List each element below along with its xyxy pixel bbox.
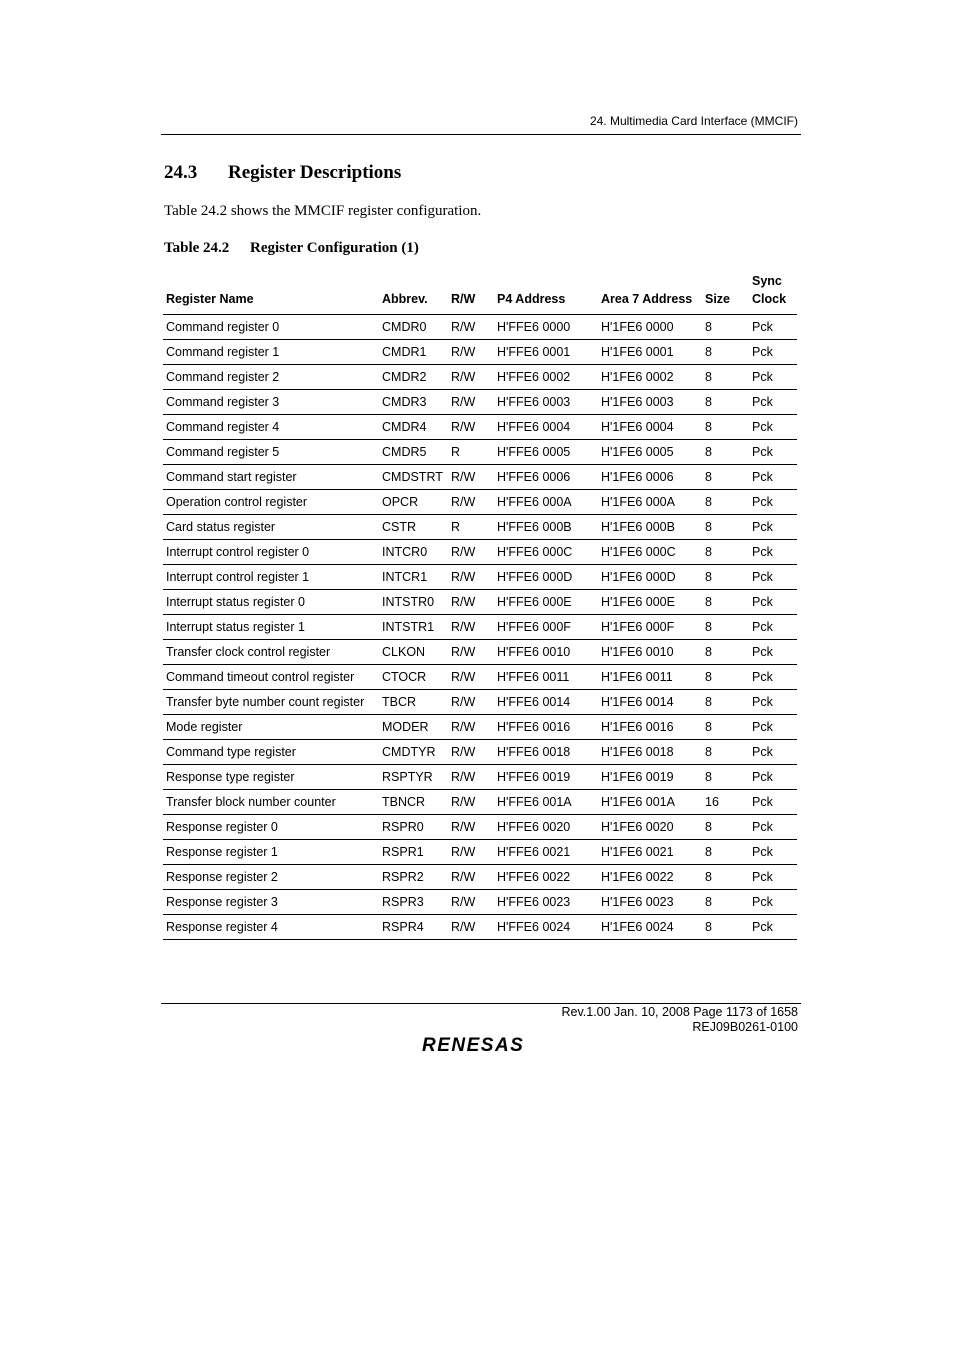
register-name-cell: Mode register (163, 715, 379, 740)
rw-cell: R/W (448, 790, 494, 815)
header-abbrev: Abbrev. (379, 272, 448, 315)
sync-clock-cell: Pck (749, 815, 797, 840)
register-name-cell: Command start register (163, 465, 379, 490)
size-cell: 8 (702, 340, 749, 365)
table-row (163, 690, 797, 715)
table-header-row (163, 272, 797, 315)
running-head: 24. Multimedia Card Interface (MMCIF) (589, 114, 798, 128)
area7-address-cell: H'1FE6 0019 (598, 765, 702, 790)
rw-cell: R/W (448, 390, 494, 415)
p4-address-cell: H'FFE6 0019 (494, 765, 598, 790)
size-cell: 8 (702, 865, 749, 890)
rw-cell: R/W (448, 615, 494, 640)
p4-address-cell: H'FFE6 0024 (494, 915, 598, 940)
size-cell: 8 (702, 915, 749, 940)
area7-address-cell: H'1FE6 0023 (598, 890, 702, 915)
table-row (163, 915, 797, 940)
register-name-cell: Interrupt status register 1 (163, 615, 379, 640)
abbrev-cell: CMDR2 (379, 365, 448, 390)
abbrev-cell: INTSTR1 (379, 615, 448, 640)
sync-clock-cell: Pck (749, 340, 797, 365)
table-row (163, 565, 797, 590)
p4-address-cell: H'FFE6 0004 (494, 415, 598, 440)
table-row (163, 365, 797, 390)
table-row (163, 415, 797, 440)
area7-address-cell: H'1FE6 0010 (598, 640, 702, 665)
register-name-cell: Response type register (163, 765, 379, 790)
table-body (163, 315, 797, 940)
rw-cell: R/W (448, 465, 494, 490)
p4-address-cell: H'FFE6 0023 (494, 890, 598, 915)
abbrev-cell: TBCR (379, 690, 448, 715)
rw-cell: R/W (448, 540, 494, 565)
rw-cell: R (448, 440, 494, 465)
abbrev-cell: INTSTR0 (379, 590, 448, 615)
sync-clock-cell: Pck (749, 890, 797, 915)
header-rule (161, 134, 801, 135)
p4-address-cell: H'FFE6 000B (494, 515, 598, 540)
rw-cell: R/W (448, 565, 494, 590)
rw-cell: R/W (448, 665, 494, 690)
register-name-cell: Transfer byte number count register (163, 690, 379, 715)
area7-address-cell: H'1FE6 0004 (598, 415, 702, 440)
p4-address-cell: H'FFE6 0020 (494, 815, 598, 840)
p4-address-cell: H'FFE6 0016 (494, 715, 598, 740)
register-name-cell: Card status register (163, 515, 379, 540)
rw-cell: R/W (448, 815, 494, 840)
sync-clock-cell: Pck (749, 465, 797, 490)
header-register-name: Register Name (163, 272, 379, 315)
size-cell: 8 (702, 365, 749, 390)
area7-address-cell: H'1FE6 001A (598, 790, 702, 815)
sync-clock-cell: Pck (749, 690, 797, 715)
area7-address-cell: H'1FE6 000B (598, 515, 702, 540)
register-name-cell: Command type register (163, 740, 379, 765)
size-cell: 8 (702, 390, 749, 415)
document-number: REJ09B0261-0100 (692, 1020, 798, 1034)
sync-clock-cell: Pck (749, 365, 797, 390)
rw-cell: R/W (448, 915, 494, 940)
table-row (163, 765, 797, 790)
table-row (163, 515, 797, 540)
table-row (163, 490, 797, 515)
area7-address-cell: H'1FE6 0018 (598, 740, 702, 765)
sync-clock-cell: Pck (749, 315, 797, 340)
p4-address-cell: H'FFE6 0010 (494, 640, 598, 665)
sync-clock-cell: Pck (749, 765, 797, 790)
p4-address-cell: H'FFE6 0001 (494, 340, 598, 365)
rw-cell: R/W (448, 315, 494, 340)
section-title: Register Descriptions (228, 162, 402, 183)
register-table (163, 272, 797, 940)
abbrev-cell: TBNCR (379, 790, 448, 815)
revision-line: Rev.1.00 Jan. 10, 2008 Page 1173 of 1658 (561, 1005, 798, 1019)
abbrev-cell: CMDR3 (379, 390, 448, 415)
sync-clock-cell: Pck (749, 415, 797, 440)
area7-address-cell: H'1FE6 0014 (598, 690, 702, 715)
sync-clock-cell: Pck (749, 490, 797, 515)
size-cell: 8 (702, 440, 749, 465)
rw-cell: R/W (448, 490, 494, 515)
area7-address-cell: H'1FE6 0006 (598, 465, 702, 490)
rw-cell: R/W (448, 340, 494, 365)
size-cell: 8 (702, 640, 749, 665)
p4-address-cell: H'FFE6 000C (494, 540, 598, 565)
header-p4-address: P4 Address (494, 272, 598, 315)
table-row (163, 590, 797, 615)
abbrev-cell: OPCR (379, 490, 448, 515)
register-name-cell: Transfer block number counter (163, 790, 379, 815)
rw-cell: R/W (448, 740, 494, 765)
sync-clock-cell: Pck (749, 790, 797, 815)
rw-cell: R/W (448, 640, 494, 665)
register-name-cell: Response register 3 (163, 890, 379, 915)
sync-clock-cell: Pck (749, 665, 797, 690)
table-row (163, 840, 797, 865)
p4-address-cell: H'FFE6 0006 (494, 465, 598, 490)
size-cell: 8 (702, 815, 749, 840)
size-cell: 8 (702, 515, 749, 540)
table-caption (164, 240, 419, 257)
abbrev-cell: CMDR1 (379, 340, 448, 365)
area7-address-cell: H'1FE6 0024 (598, 915, 702, 940)
rw-cell: R/W (448, 890, 494, 915)
area7-address-cell: H'1FE6 000C (598, 540, 702, 565)
p4-address-cell: H'FFE6 0000 (494, 315, 598, 340)
register-name-cell: Response register 1 (163, 840, 379, 865)
area7-address-cell: H'1FE6 0011 (598, 665, 702, 690)
sync-clock-cell: Pck (749, 615, 797, 640)
abbrev-cell: CMDTYR (379, 740, 448, 765)
rw-cell: R/W (448, 415, 494, 440)
register-name-cell: Interrupt control register 0 (163, 540, 379, 565)
area7-address-cell: H'1FE6 0001 (598, 340, 702, 365)
area7-address-cell: H'1FE6 0002 (598, 365, 702, 390)
area7-address-cell: H'1FE6 000F (598, 615, 702, 640)
register-name-cell: Transfer clock control register (163, 640, 379, 665)
size-cell: 8 (702, 415, 749, 440)
abbrev-cell: RSPR4 (379, 915, 448, 940)
abbrev-cell: CMDR0 (379, 315, 448, 340)
register-name-cell: Interrupt status register 0 (163, 590, 379, 615)
table-row (163, 715, 797, 740)
size-cell: 8 (702, 465, 749, 490)
size-cell: 8 (702, 840, 749, 865)
size-cell: 8 (702, 490, 749, 515)
p4-address-cell: H'FFE6 000A (494, 490, 598, 515)
rw-cell: R/W (448, 590, 494, 615)
size-cell: 8 (702, 890, 749, 915)
table-row (163, 665, 797, 690)
abbrev-cell: RSPTYR (379, 765, 448, 790)
size-cell: 8 (702, 615, 749, 640)
p4-address-cell: H'FFE6 0022 (494, 865, 598, 890)
sync-clock-cell: Pck (749, 440, 797, 465)
register-name-cell: Command register 3 (163, 390, 379, 415)
renesas-logo-text: RENESAS (422, 1035, 525, 1055)
area7-address-cell: H'1FE6 000A (598, 490, 702, 515)
header-sync-line1: Sync (752, 274, 782, 288)
table-row (163, 815, 797, 840)
table-row (163, 740, 797, 765)
p4-address-cell: H'FFE6 001A (494, 790, 598, 815)
rw-cell: R/W (448, 715, 494, 740)
sync-clock-cell: Pck (749, 590, 797, 615)
table-row (163, 340, 797, 365)
p4-address-cell: H'FFE6 0018 (494, 740, 598, 765)
rw-cell: R/W (448, 865, 494, 890)
abbrev-cell: CTOCR (379, 665, 448, 690)
header-sync-line2: Clock (752, 292, 787, 306)
sync-clock-cell: Pck (749, 740, 797, 765)
area7-address-cell: H'1FE6 0000 (598, 315, 702, 340)
table-row (163, 865, 797, 890)
abbrev-cell: MODER (379, 715, 448, 740)
table-row (163, 790, 797, 815)
size-cell: 16 (702, 790, 749, 815)
table-row (163, 540, 797, 565)
abbrev-cell: INTCR0 (379, 540, 448, 565)
size-cell: 8 (702, 665, 749, 690)
abbrev-cell: RSPR2 (379, 865, 448, 890)
p4-address-cell: H'FFE6 000E (494, 590, 598, 615)
register-name-cell: Response register 2 (163, 865, 379, 890)
area7-address-cell: H'1FE6 000D (598, 565, 702, 590)
rw-cell: R/W (448, 690, 494, 715)
section-heading (164, 162, 401, 184)
register-name-cell: Command register 5 (163, 440, 379, 465)
p4-address-cell: H'FFE6 000D (494, 565, 598, 590)
intro-paragraph: Table 24.2 shows the MMCIF register configuration. (164, 203, 482, 219)
rw-cell: R/W (448, 840, 494, 865)
p4-address-cell: H'FFE6 0014 (494, 690, 598, 715)
sync-clock-cell: Pck (749, 915, 797, 940)
register-name-cell: Command register 2 (163, 365, 379, 390)
table-row (163, 390, 797, 415)
table-row (163, 615, 797, 640)
header-rw: R/W (448, 272, 494, 315)
area7-address-cell: H'1FE6 0016 (598, 715, 702, 740)
sync-clock-cell: Pck (749, 515, 797, 540)
sync-clock-cell: Pck (749, 865, 797, 890)
table-row (163, 890, 797, 915)
register-name-cell: Command register 4 (163, 415, 379, 440)
table-row (163, 465, 797, 490)
sync-clock-cell: Pck (749, 715, 797, 740)
register-name-cell: Operation control register (163, 490, 379, 515)
rw-cell: R (448, 515, 494, 540)
size-cell: 8 (702, 565, 749, 590)
p4-address-cell: H'FFE6 0011 (494, 665, 598, 690)
size-cell: 8 (702, 765, 749, 790)
rw-cell: R/W (448, 765, 494, 790)
size-cell: 8 (702, 540, 749, 565)
table-row (163, 315, 797, 340)
p4-address-cell: H'FFE6 0005 (494, 440, 598, 465)
register-name-cell: Command register 1 (163, 340, 379, 365)
footer-info (162, 1005, 798, 1035)
abbrev-cell: CSTR (379, 515, 448, 540)
sync-clock-cell: Pck (749, 540, 797, 565)
abbrev-cell: CMDR4 (379, 415, 448, 440)
area7-address-cell: H'1FE6 0021 (598, 840, 702, 865)
register-name-cell: Response register 4 (163, 915, 379, 940)
header-area7-address: Area 7 Address (598, 272, 702, 315)
sync-clock-cell: Pck (749, 565, 797, 590)
section-number: 24.3 (164, 162, 198, 183)
abbrev-cell: RSPR1 (379, 840, 448, 865)
register-name-cell: Command register 0 (163, 315, 379, 340)
register-name-cell: Response register 0 (163, 815, 379, 840)
sync-clock-cell: Pck (749, 640, 797, 665)
area7-address-cell: H'1FE6 0005 (598, 440, 702, 465)
size-cell: 8 (702, 740, 749, 765)
rw-cell: R/W (448, 365, 494, 390)
area7-address-cell: H'1FE6 000E (598, 590, 702, 615)
footer-rule (161, 1003, 801, 1004)
abbrev-cell: RSPR0 (379, 815, 448, 840)
sync-clock-cell: Pck (749, 390, 797, 415)
size-cell: 8 (702, 690, 749, 715)
abbrev-cell: CMDSTRT (379, 465, 448, 490)
renesas-logo (420, 1033, 542, 1055)
area7-address-cell: H'1FE6 0003 (598, 390, 702, 415)
abbrev-cell: CMDR5 (379, 440, 448, 465)
area7-address-cell: H'1FE6 0020 (598, 815, 702, 840)
header-size: Size (702, 272, 749, 315)
table-row (163, 640, 797, 665)
p4-address-cell: H'FFE6 0003 (494, 390, 598, 415)
p4-address-cell: H'FFE6 0021 (494, 840, 598, 865)
sync-clock-cell: Pck (749, 840, 797, 865)
size-cell: 8 (702, 715, 749, 740)
register-name-cell: Interrupt control register 1 (163, 565, 379, 590)
size-cell: 8 (702, 590, 749, 615)
register-name-cell: Command timeout control register (163, 665, 379, 690)
abbrev-cell: INTCR1 (379, 565, 448, 590)
size-cell: 8 (702, 315, 749, 340)
table-title: Register Configuration (1) (250, 240, 419, 256)
p4-address-cell: H'FFE6 000F (494, 615, 598, 640)
abbrev-cell: CLKON (379, 640, 448, 665)
table-number: Table 24.2 (164, 240, 230, 256)
area7-address-cell: H'1FE6 0022 (598, 865, 702, 890)
p4-address-cell: H'FFE6 0002 (494, 365, 598, 390)
abbrev-cell: RSPR3 (379, 890, 448, 915)
header-sync-clock (749, 272, 797, 315)
table-row (163, 440, 797, 465)
